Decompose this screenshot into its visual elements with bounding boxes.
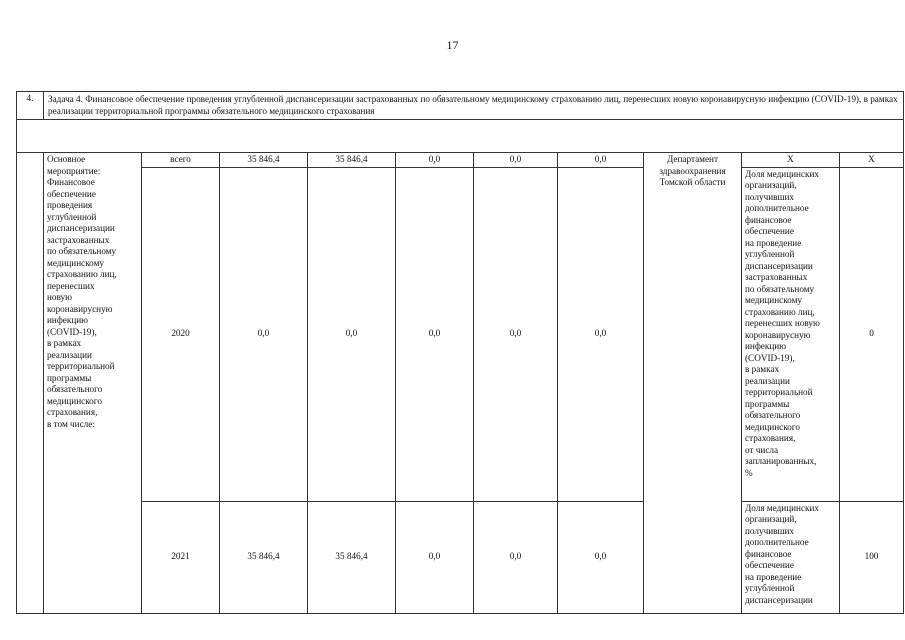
indicator-value-cell: Х xyxy=(840,153,904,168)
value-cell: 0,0 xyxy=(558,153,644,168)
value-cell: 0,0 xyxy=(220,167,308,501)
task-number: 4. xyxy=(17,92,44,120)
value-cell: 0,0 xyxy=(396,501,474,613)
value-cell: 0,0 xyxy=(474,153,558,168)
indicator-value-cell: 0 xyxy=(840,167,904,501)
table-row xyxy=(17,167,904,501)
indicator-cell: Х xyxy=(742,153,840,168)
value-cell: 0,0 xyxy=(308,167,396,501)
value-cell: 0,0 xyxy=(396,153,474,168)
value-cell: 35 846,4 xyxy=(220,501,308,613)
indicator-cell: Доля медицинских организаций, получивших дополнительное финансовое обеспечение на проведение углубленной диспансеризации xyxy=(742,501,840,613)
period-cell: 2021 xyxy=(142,501,220,613)
indicator-value-cell: 100 xyxy=(840,501,904,613)
table-row xyxy=(17,501,904,613)
value-cell: 35 846,4 xyxy=(308,153,396,168)
value-cell: 35 846,4 xyxy=(308,501,396,613)
value-cell: 0,0 xyxy=(396,167,474,501)
executor-cell: Департамент здравоохранения Томской области xyxy=(644,153,742,614)
period-cell: всего xyxy=(142,153,220,168)
value-cell: 0,0 xyxy=(474,501,558,613)
period-cell: 2020 xyxy=(142,167,220,501)
task-row xyxy=(17,92,904,120)
value-cell: 0,0 xyxy=(558,167,644,501)
table-row xyxy=(17,153,904,168)
value-cell: 35 846,4 xyxy=(220,153,308,168)
indicator-cell: Доля медицинских организаций, получивших дополнительное финансовое обеспечение на проведение углубленной диспансеризации застрахованных по обязательному медицинскому страхованию лиц, перенесших новую коронавирусную инфекцию (COVID-19), в рамках реализации территориальной программы обязательного медицинского страхования, от числа запланированных, % xyxy=(742,167,840,501)
task-title: Задача 4. Финансовое обеспечение проведения углубленной диспансеризации застрахованных по обязательному медицинскому страхованию лиц, перенесших новую коронавирусную инфекцию (COVID-19), в рамках реализации территориальной программы обязательного медицинского страхования xyxy=(44,92,904,120)
activity-name: Основное мероприятие: Финансовое обеспечение проведения углубленной диспансеризации застрахованных по обязательному медицинскому страхованию лиц, перенесших новую коронавирусную инфекцию (COVID-19), в рамках реализации территориальной программы обязательного медицинского страхования, в том числе: xyxy=(44,153,142,614)
page-number: 17 xyxy=(446,38,459,52)
value-cell: 0,0 xyxy=(474,167,558,501)
program-table xyxy=(16,91,904,614)
value-cell: 0,0 xyxy=(558,501,644,613)
spacer-row xyxy=(17,120,904,153)
